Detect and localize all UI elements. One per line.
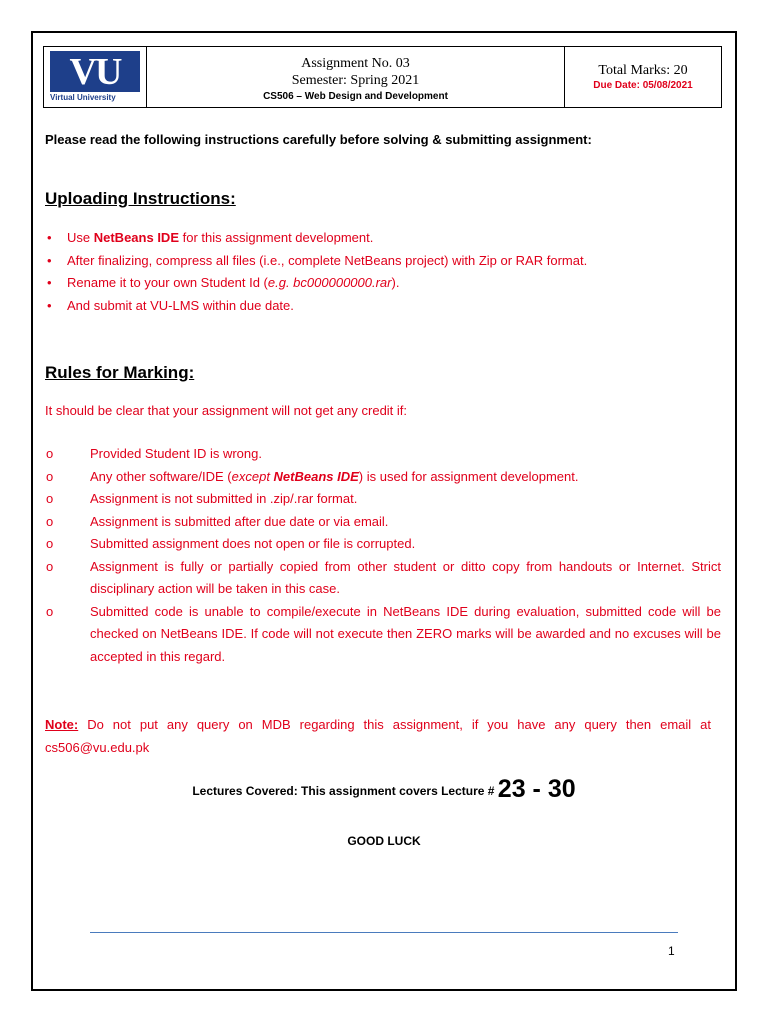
circle-bullet-icon: o	[46, 468, 54, 484]
logo-caption: Virtual University	[50, 93, 116, 102]
lectures-prefix: Lectures Covered: This assignment covers Lecture #	[192, 784, 498, 798]
list-item: o Provided Student ID is wrong.	[45, 443, 721, 466]
good-luck: GOOD LUCK	[347, 834, 421, 848]
vu-logo	[50, 51, 140, 103]
list-item: • And submit at VU-LMS within due date.	[45, 295, 715, 318]
total-marks: Total Marks: 20	[598, 63, 688, 78]
list-item: • After finalizing, compress all files (i.e., complete NetBeans project) with Zip or RAR format.	[45, 250, 715, 273]
bullet-icon: •	[47, 252, 52, 268]
note-text: Do not put any query on MDB regarding this assignment, if you have any query then email at cs506@vu.edu.pk	[45, 717, 711, 755]
uploading-list	[45, 227, 715, 317]
logo-mark: VU	[50, 51, 140, 92]
header-table	[43, 46, 722, 108]
intro-text: Please read the following instructions carefully before solving & submitting assignment:	[45, 132, 592, 147]
bullet-icon: •	[47, 230, 52, 245]
uploading-heading: Uploading Instructions:	[45, 189, 236, 208]
list-item: • Rename it to your own Student Id (e.g. bc000000000.rar).	[45, 272, 715, 295]
lectures-covered	[0, 775, 768, 804]
note-label: Note:	[45, 717, 79, 732]
page-number: 1	[668, 944, 675, 958]
circle-bullet-icon: o	[46, 536, 54, 551]
course-title: CS506 – Web Design and Development	[263, 91, 448, 102]
marking-heading: Rules for Marking:	[45, 363, 195, 382]
assignment-title: Assignment No. 03	[301, 56, 410, 71]
list-item: o Submitted assignment does not open or file is corrupted.	[45, 533, 721, 556]
list-item: o Any other software/IDE (except NetBeans IDE) is used for assignment development.	[45, 466, 721, 489]
list-item: o Assignment is fully or partially copied from other student or ditto copy from handouts or Internet. Strict disciplinary action will be taken in this case.	[45, 556, 721, 601]
bullet-icon: •	[47, 297, 52, 313]
list-item: o Submitted code is unable to compile/execute in NetBeans IDE during evaluation, submitted code will be checked on NetBeans IDE. If code will not execute then ZERO marks will be awarded and no excuses will be accepted in this regard.	[45, 601, 721, 669]
circle-bullet-icon: o	[46, 446, 54, 461]
note	[45, 713, 711, 759]
list-item: o Assignment is submitted after due date or via email.	[45, 511, 721, 534]
circle-bullet-icon: o	[46, 558, 54, 574]
title-cell	[147, 47, 565, 107]
bullet-icon: •	[47, 275, 52, 290]
semester: Semester: Spring 2021	[291, 73, 420, 88]
list-item: o Assignment is not submitted in .zip/.rar format.	[45, 488, 721, 511]
marking-list	[45, 443, 721, 668]
logo-cell	[44, 47, 147, 107]
marking-intro: It should be clear that your assignment will not get any credit if:	[45, 403, 408, 418]
footer-divider	[90, 932, 678, 933]
circle-bullet-icon: o	[46, 513, 54, 529]
due-date: Due Date: 05/08/2021	[593, 80, 693, 91]
list-item: • Use NetBeans IDE for this assignment development.	[45, 227, 715, 250]
lectures-range: 23 - 30	[497, 775, 576, 803]
marks-cell	[565, 47, 721, 107]
circle-bullet-icon: o	[46, 491, 54, 506]
circle-bullet-icon: o	[46, 603, 54, 619]
